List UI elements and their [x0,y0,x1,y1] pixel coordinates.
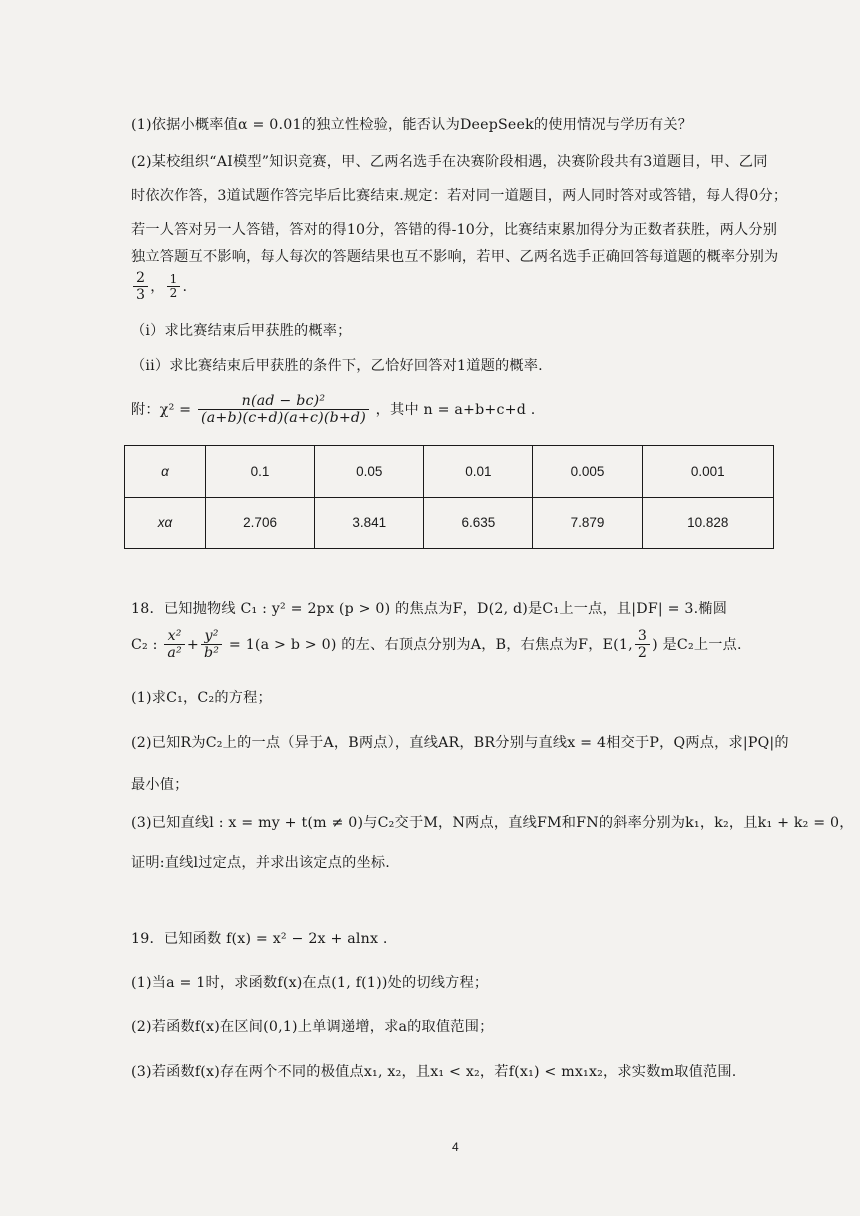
table-cell: 6.635 [424,497,533,549]
q17-probabilities: $\frac{2}{3}$ ， $\frac{1}{2}$ . [131,270,187,304]
table-cell: 0.01 [424,446,533,498]
page-number: 4 [452,1140,459,1154]
q17-part2-line3: 若一人答对另一人答错，答对的得10分，答错的得-10分，比赛结束累加得分为正数者获胜，两人分别 [131,222,778,238]
chi-square-fraction: $\frac{\text{n(ad − bc)²}}{(a+b)(c+d)(a+c)(b+d)}$ [198,393,369,427]
ellipse-x-term: $\frac{\text{x²}}{\text{a²}}$ [164,628,185,662]
table-cell: 0.05 [315,446,424,498]
table-cell: 0.1 [206,446,315,498]
q18-stem-line2: C₂ : $\frac{\text{x²}}{\text{a²}}$ + $\frac{\text{y²}}{\text{b²}}$ = 1(a > b > 0) 的左、右顶点分别为A，B，右焦点为F，E(1, $\frac{3}{2}$ ) 是C₂上一点. [131,628,742,662]
q19-sub3: (3)若函数f(x)存在两个不同的极值点x₁, x₂，且x₁ < x₂，若f(x₁) < mx₁x₂，求实数m取值范围. [131,1064,737,1080]
q19-sub1: (1)当a = 1时，求函数f(x)在点(1, f(1))处的切线方程； [131,975,489,991]
table-cell: 0.001 [642,446,773,498]
q18-stem-line1: 18．已知抛物线 C₁ : y² = 2px (p > 0) 的焦点为F，D(2, d)是C₁上一点，且|DF| = 3.椭圆 [131,601,728,617]
table-cell: 10.828 [642,497,773,549]
q17-sub-ii: （ii）求比赛结束后甲获胜的条件下，乙恰好回答对1道题的概率. [131,358,543,374]
q17-part1: (1)依据小概率值α = 0.01的独立性检验，能否认为DeepSeek的使用情况与学历有关？ [131,117,693,133]
table-cell: 0.005 [533,446,642,498]
q18-sub1: (1)求C₁，C₂的方程； [131,690,272,706]
table-cell: α [125,446,206,498]
chi-square-formula: 附：χ² = $\frac{\text{n(ad − bc)²}}{(a+b)(c+d)(a+c)(b+d)}$ ，其中 n = a+b+c+d . [131,393,536,427]
q19-sub2: (2)若函数f(x)在区间(0,1)上单调递增，求a的取值范围； [131,1019,494,1035]
table-cell: 7.879 [533,497,642,549]
table-cell: 3.841 [315,497,424,549]
q17-sub-i: （i）求比赛结束后甲获胜的概率； [131,323,352,339]
q18-sub3-line2: 证明:直线l过定点，并求出该定点的坐标. [131,855,391,871]
table-cell: 2.706 [206,497,315,549]
table-cell: xα [125,497,206,549]
q17-part2-line2: 时依次作答，3道试题作答完毕后比赛结束.规定：若对同一道题目，两人同时答对或答错，每人得0分； [131,188,788,204]
q18-sub2-line1: (2)已知R为C₂上的一点（异于A，B两点），直线AR，BR分别与直线x = 4相交于P，Q两点，求|PQ|的 [131,735,789,751]
ellipse-y-term: $\frac{\text{y²}}{\text{b²}}$ [201,628,222,662]
q17-part2-line1: (2)某校组织“AI模型”知识竞赛，甲、乙两名选手在决赛阶段相遇，决赛阶段共有3道题目，甲、乙同 [131,154,768,170]
q18-sub3-line1: (3)已知直线l : x = my + t(m ≠ 0)与C₂交于M，N两点，直线FM和FN的斜率分别为k₁，k₂，且k₁ + k₂ = 0， [131,815,854,831]
critical-value-table [124,445,774,549]
q18-sub2-line2: 最小值； [131,777,189,793]
point-e-fraction: $\frac{3}{2}$ [635,628,650,662]
q19-stem: 19．已知函数 f(x) = x² − 2x + alnx . [131,931,388,947]
q17-part2-line4: 独立答题互不影响，每人每次的答题结果也互不影响，若甲、乙两名选手正确回答每道题的概率分别为 [131,249,779,265]
table-row [125,497,774,549]
prob-fraction-b: $\frac{1}{2}$ [167,273,181,302]
prob-fraction-a: $\frac{2}{3}$ [133,270,148,304]
table-row [125,446,774,498]
